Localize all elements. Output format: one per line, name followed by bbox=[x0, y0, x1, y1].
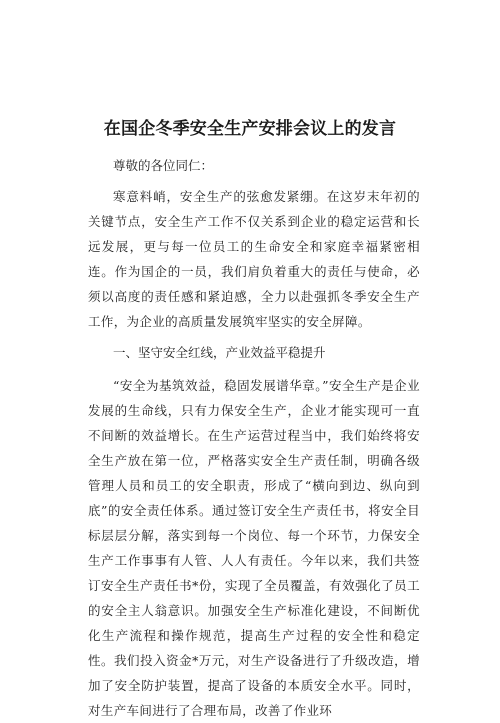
section-1-paragraph: “安全为基筑效益，稳固发展谱华章。”安全生产是企业发展的生命线，只有力保安全生产，企业才能实现可一直不间断的效益增长。在生产运营过程当中，我们始终将安全生产放在第一位，严格落实安全生产责任制，明确各级管理人员和员工的安全职责，形成了“横向到边、纵向到底”的安全责任体系。通过签订安全生产责任书，将安全目标层层分解，落实到每一个岗位、每一个环节，力保安全生产工作事事有人管、人人有责任。今年以来，我们共签订安全生产责任书*份，实现了全员覆盖，有效强化了员工的安全主人翁意识。加强安全生产标准化建设，不间断优化生产流程和操作规范，提高生产过程的安全性和稳定性。我们投入资金*万元，对生产设备进行了升级改造，增加了安全防护装置，提高了设备的本质安全水平。同时，对生产车间进行了合理布局，改善了作业环 bbox=[88, 378, 420, 718]
document-title: 在国企冬季安全生产安排会议上的发言 bbox=[103, 119, 397, 139]
intro-paragraph: 寒意料峭，安全生产的弦愈发紧绷。在这岁末年初的关键节点，安全生产工作不仅关系到企业的稳定运营和长远发展，更与每一位员工的生命安全和家庭幸福紧密相连。作为国企的一员，我们肩负着重大的责任与使命，必须以高度的责任感和紧迫感，全力以赴强抓冬季安全生产工作，为企业的高质量发展筑牢坚实的安全屏障。 bbox=[88, 189, 420, 329]
section-heading-1: 一、坚守安全红线，产业效益平稳提升 bbox=[113, 345, 326, 360]
salutation: 尊敬的各位同仁： bbox=[113, 158, 214, 173]
